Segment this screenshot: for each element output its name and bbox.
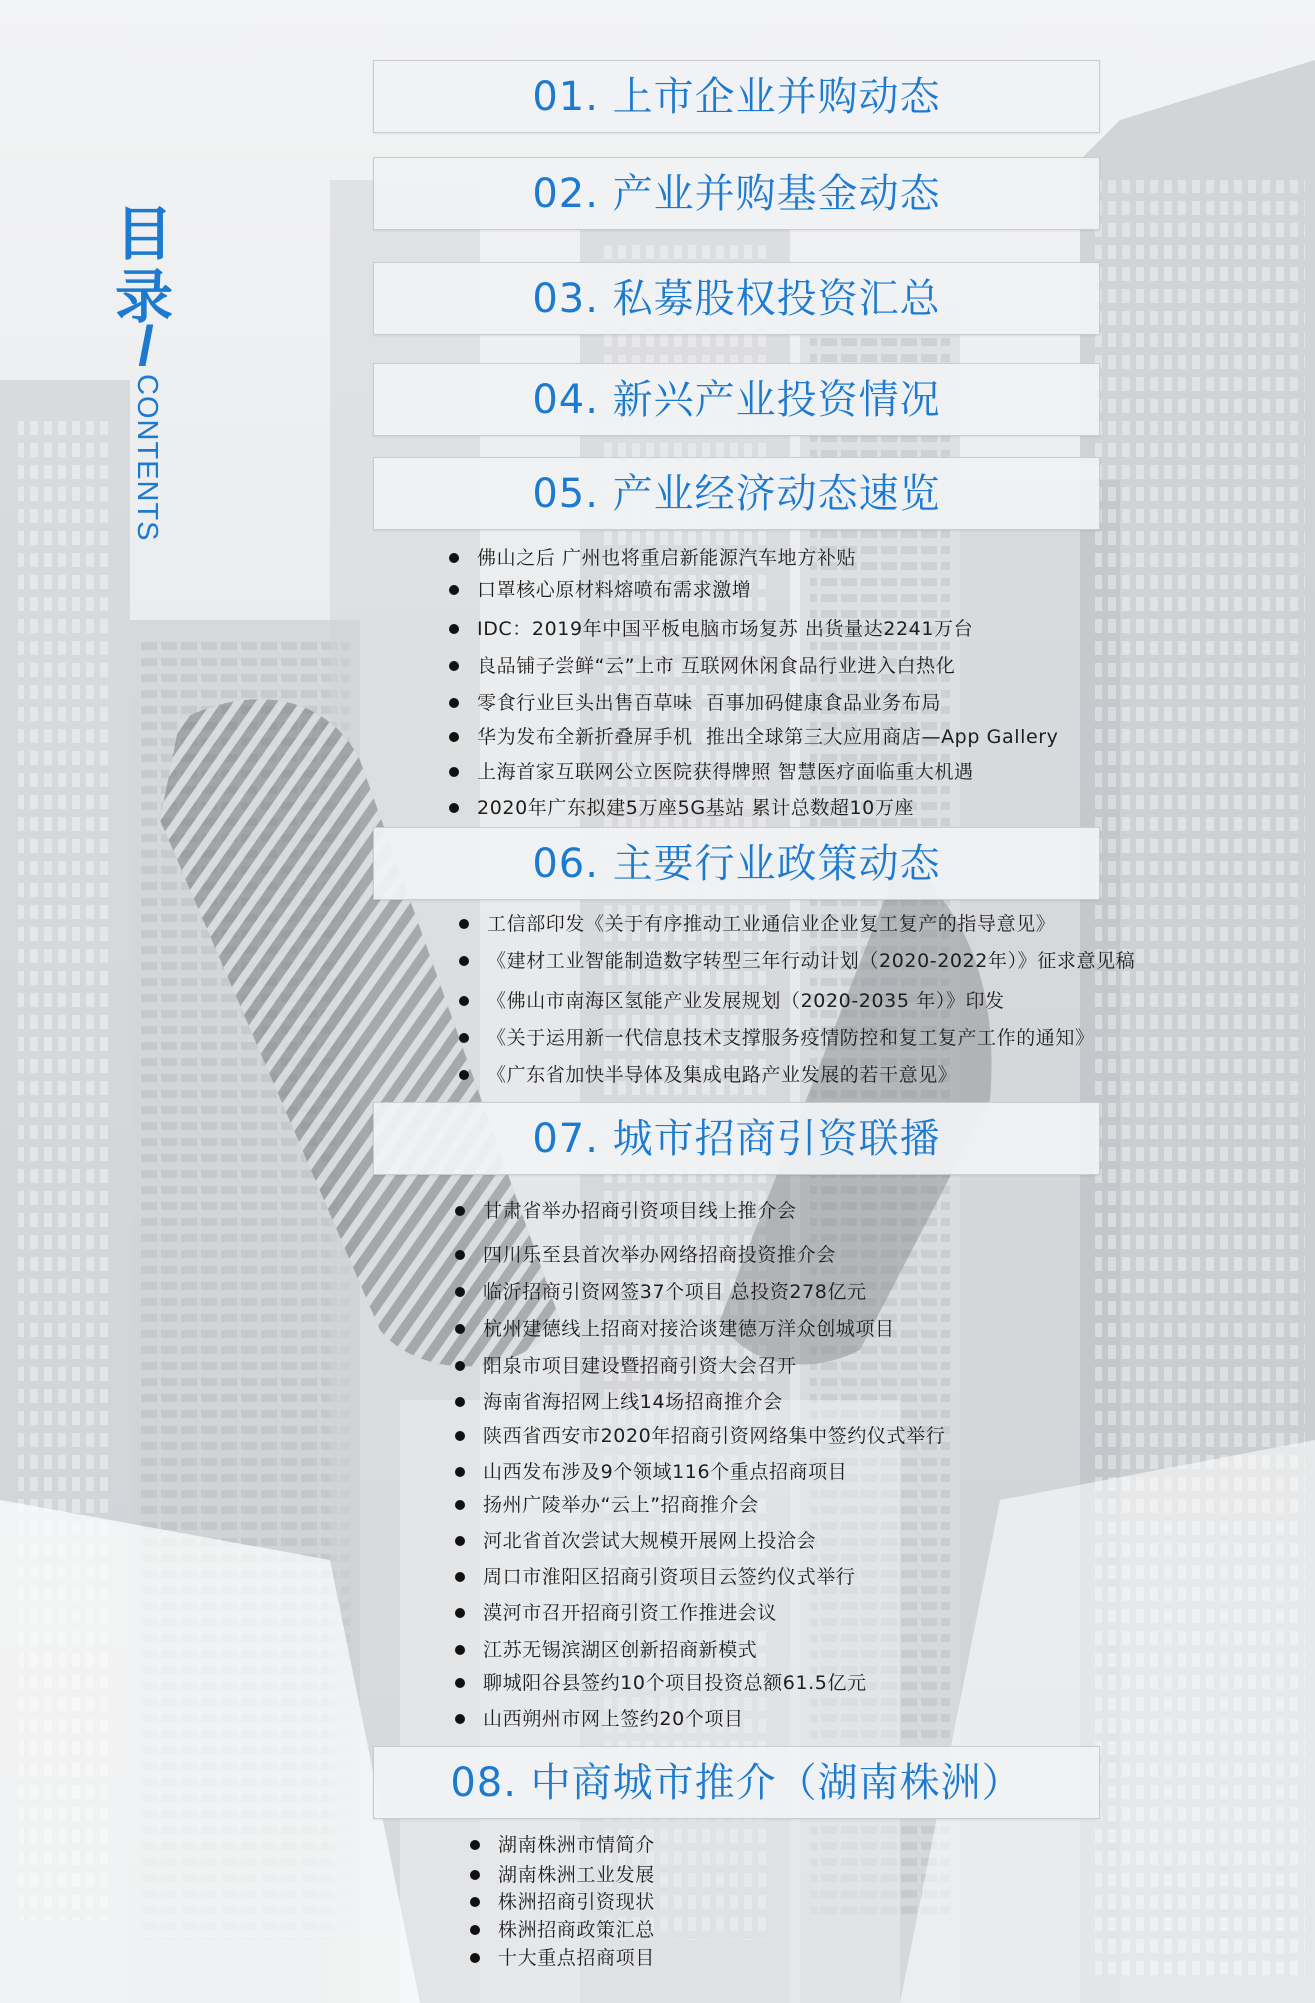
bullet-icon bbox=[455, 1431, 465, 1441]
list-item bbox=[455, 1493, 759, 1517]
list-item-text: 周口市淮阳区招商引资项目云签约仪式举行 bbox=[483, 1566, 856, 1588]
bullet-icon bbox=[449, 585, 459, 595]
list-item-text: 山西发布涉及9个领域116个重点招商项目 bbox=[483, 1461, 848, 1483]
list-item bbox=[449, 760, 974, 784]
bullet-icon bbox=[455, 1678, 465, 1688]
list-item bbox=[470, 1863, 655, 1887]
list-item-text: 阳泉市项目建设暨招商引资大会召开 bbox=[483, 1355, 797, 1377]
list-item-text: 江苏无锡滨湖区创新招商新模式 bbox=[483, 1639, 758, 1661]
section-04-title: 04. 新兴产业投资情况 bbox=[532, 376, 941, 423]
list-item bbox=[455, 1707, 744, 1731]
list-item bbox=[455, 1280, 867, 1304]
list-item-text: 临沂招商引资网签37个项目 总投资278亿元 bbox=[483, 1281, 867, 1303]
section-01-box bbox=[373, 60, 1100, 133]
list-item bbox=[470, 1890, 655, 1914]
bullet-icon bbox=[449, 767, 459, 777]
list-item-text: 《广东省加快半导体及集成电路产业发展的若干意见》 bbox=[487, 1064, 958, 1086]
section-07-box bbox=[373, 1102, 1100, 1175]
bullet-icon bbox=[455, 1714, 465, 1724]
list-item-text: 聊城阳谷县签约10个项目投资总额61.5亿元 bbox=[483, 1672, 867, 1694]
list-item bbox=[459, 949, 1135, 973]
list-item bbox=[455, 1199, 797, 1223]
bullet-icon bbox=[470, 1925, 480, 1935]
bullet-icon bbox=[455, 1287, 465, 1297]
list-item bbox=[455, 1424, 945, 1448]
list-item-text: 扬州广陵举办“云上”招商推介会 bbox=[483, 1494, 759, 1516]
list-item-text: 山西朔州市网上签约20个项目 bbox=[483, 1708, 744, 1730]
list-item bbox=[455, 1671, 867, 1695]
list-item-text: 株洲招商政策汇总 bbox=[498, 1919, 655, 1941]
section-05-title: 05. 产业经济动态速览 bbox=[532, 470, 941, 517]
list-item bbox=[449, 578, 751, 602]
list-item-text: 株洲招商引资现状 bbox=[498, 1891, 655, 1913]
bullet-icon bbox=[470, 1870, 480, 1880]
section-03-box bbox=[373, 262, 1100, 335]
bullet-icon bbox=[470, 1840, 480, 1850]
list-item-text: 良品铺子尝鲜“云”上市 互联网休闲食品行业进入白热化 bbox=[477, 655, 956, 677]
list-item bbox=[455, 1243, 836, 1267]
list-item bbox=[459, 1063, 957, 1087]
section-08-box bbox=[373, 1746, 1100, 1819]
section-01-title: 01. 上市企业并购动态 bbox=[532, 73, 941, 120]
heading-char-mu: 目 bbox=[114, 200, 173, 268]
list-item-text: 陕西省西安市2020年招商引资网络集中签约仪式举行 bbox=[483, 1425, 946, 1447]
list-item-text: 《佛山市南海区氢能产业发展规划（2020-2035 年）》印发 bbox=[487, 990, 1005, 1012]
list-item-text: 湖南株洲工业发展 bbox=[498, 1864, 655, 1886]
section-08-title: 08. 中商城市推介（湖南株洲） bbox=[450, 1759, 1023, 1806]
bullet-icon bbox=[449, 553, 459, 563]
list-item bbox=[459, 1026, 1095, 1050]
list-item-text: 海南省海招网上线14场招商推介会 bbox=[483, 1391, 783, 1413]
bullet-icon bbox=[455, 1361, 465, 1371]
list-item bbox=[455, 1565, 855, 1589]
bullet-icon bbox=[449, 732, 459, 742]
bullet-icon bbox=[455, 1645, 465, 1655]
list-item-text: 《建材工业智能制造数字转型三年行动计划（2020-2022年）》征求意见稿 bbox=[487, 950, 1136, 972]
list-item bbox=[455, 1354, 797, 1378]
contents-heading bbox=[0, 0, 240, 600]
list-item-text: 四川乐至县首次举办网络招商投资推介会 bbox=[483, 1244, 836, 1266]
list-item bbox=[455, 1390, 783, 1414]
list-item bbox=[455, 1638, 757, 1662]
bullet-icon bbox=[459, 1033, 469, 1043]
bullet-icon bbox=[449, 661, 459, 671]
list-item bbox=[470, 1918, 655, 1942]
bullet-icon bbox=[459, 919, 469, 929]
list-item bbox=[449, 691, 941, 715]
section-05-box bbox=[373, 457, 1100, 530]
list-item-text: 华为发布全新折叠屏手机 推出全球第三大应用商店—App Gallery bbox=[477, 726, 1059, 748]
list-item bbox=[449, 546, 856, 570]
list-item bbox=[449, 725, 1059, 749]
list-item-text: 佛山之后 广州也将重启新能源汽车地方补贴 bbox=[477, 547, 857, 569]
bullet-icon bbox=[449, 698, 459, 708]
list-item bbox=[455, 1601, 777, 1625]
section-06-box bbox=[373, 827, 1100, 900]
list-item bbox=[470, 1946, 655, 1970]
list-item-text: 2020年广东拟建5万座5G基站 累计总数超10万座 bbox=[477, 797, 915, 819]
list-item bbox=[455, 1460, 847, 1484]
bullet-icon bbox=[455, 1250, 465, 1260]
bullet-icon bbox=[449, 624, 459, 634]
list-item-text: IDC：2019年中国平板电脑市场复苏 出货量达2241万台 bbox=[477, 618, 974, 640]
list-item-text: 杭州建德线上招商对接洽谈建德万洋众创城项目 bbox=[483, 1318, 895, 1340]
bullet-icon bbox=[455, 1397, 465, 1407]
list-item bbox=[455, 1529, 816, 1553]
list-item bbox=[455, 1317, 895, 1341]
heading-char-lu: 录 bbox=[114, 263, 173, 331]
bullet-icon bbox=[455, 1572, 465, 1582]
section-07-title: 07. 城市招商引资联播 bbox=[532, 1115, 941, 1162]
list-item-text: 上海首家互联网公立医院获得牌照 智慧医疗面临重大机遇 bbox=[477, 761, 974, 783]
section-03-title: 03. 私募股权投资汇总 bbox=[532, 275, 941, 322]
bullet-icon bbox=[455, 1500, 465, 1510]
list-item-text: 《关于运用新一代信息技术支撑服务疫情防控和复工复产工作的通知》 bbox=[487, 1027, 1095, 1049]
bullet-icon bbox=[459, 956, 469, 966]
list-item-text: 口罩核心原材料熔喷布需求激增 bbox=[477, 579, 752, 601]
list-item bbox=[449, 654, 955, 678]
list-item-text: 湖南株洲市情简介 bbox=[498, 1834, 655, 1856]
bullet-icon bbox=[455, 1206, 465, 1216]
list-item bbox=[470, 1833, 655, 1857]
bullet-icon bbox=[459, 1070, 469, 1080]
list-item-text: 漠河市召开招商引资工作推进会议 bbox=[483, 1602, 778, 1624]
section-02-title: 02. 产业并购基金动态 bbox=[532, 170, 941, 217]
bullet-icon bbox=[470, 1897, 480, 1907]
bullet-icon bbox=[455, 1467, 465, 1477]
section-04-box bbox=[373, 363, 1100, 436]
list-item-text: 十大重点招商项目 bbox=[498, 1947, 655, 1969]
bullet-icon bbox=[455, 1608, 465, 1618]
section-02-box bbox=[373, 157, 1100, 230]
list-item-text: 河北省首次尝试大规模开展网上投洽会 bbox=[483, 1530, 817, 1552]
bullet-icon bbox=[455, 1536, 465, 1546]
bullet-icon bbox=[459, 996, 469, 1006]
bullet-icon bbox=[449, 803, 459, 813]
list-item-text: 工信部印发《关于有序推动工业通信业企业复工复产的指导意见》 bbox=[487, 913, 1056, 935]
bullet-icon bbox=[470, 1953, 480, 1963]
list-item-text: 零食行业巨头出售百草味 百事加码健康食品业务布局 bbox=[477, 692, 942, 714]
list-item-text: 甘肃省举办招商引资项目线上推介会 bbox=[483, 1200, 797, 1222]
list-item bbox=[459, 912, 1055, 936]
section-06-title: 06. 主要行业政策动态 bbox=[532, 840, 941, 887]
list-item bbox=[449, 617, 973, 641]
heading-slash: / bbox=[138, 314, 154, 377]
heading-contents-label: CONTENTS bbox=[131, 374, 163, 542]
list-item bbox=[459, 989, 1005, 1013]
list-item bbox=[449, 796, 914, 820]
bullet-icon bbox=[455, 1324, 465, 1334]
